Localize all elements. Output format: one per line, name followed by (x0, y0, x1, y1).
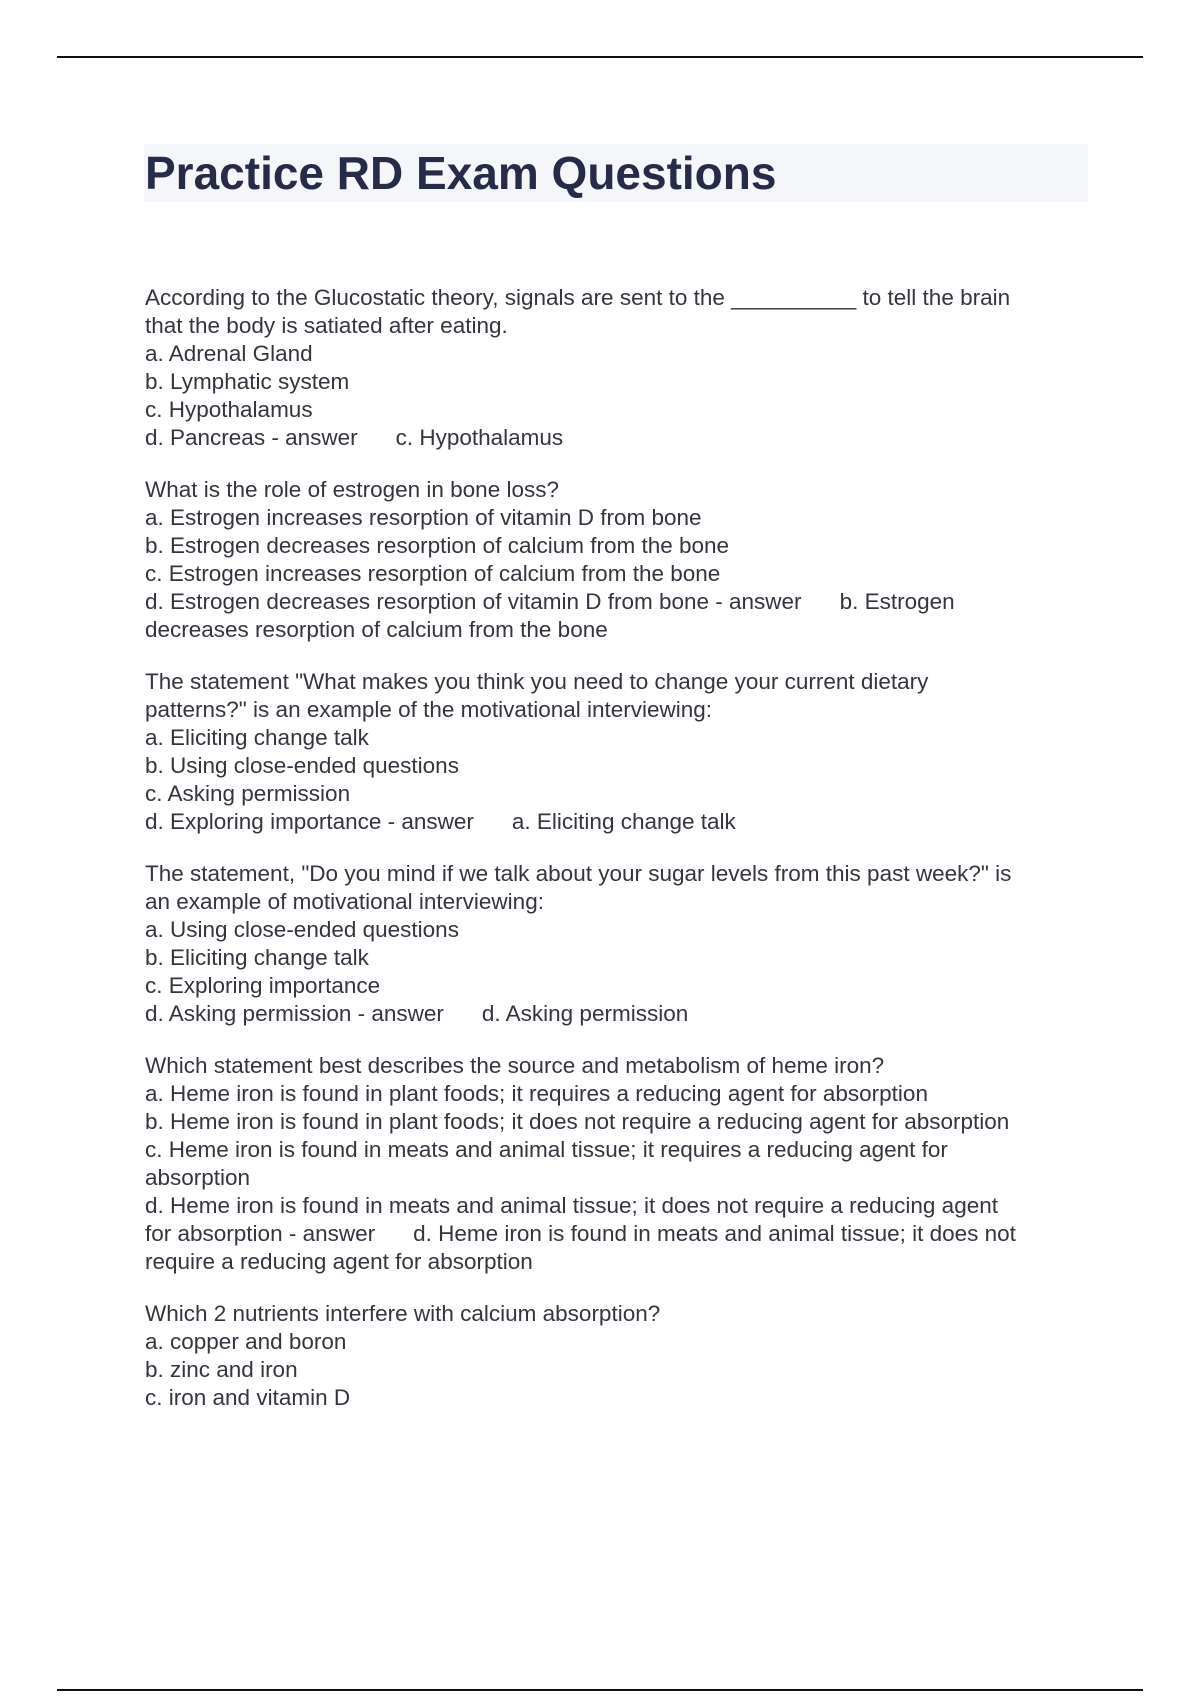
answer-option: b. zinc and iron (145, 1357, 298, 1382)
question-text: Which 2 nutrients interfere with calcium absorption? (145, 1301, 661, 1326)
answer-option: b. Heme iron is found in plant foods; it does not require a reducing agent for absorption (145, 1109, 1010, 1134)
answer-line (145, 424, 1090, 452)
correct-answer: c. Hypothalamus (395, 425, 564, 450)
answer-option: c. Asking permission (145, 781, 351, 806)
question-text: an example of motivational interviewing: (145, 889, 544, 914)
answer-option: absorption (145, 1165, 251, 1190)
answer-option: a. Estrogen increases resorption of vitamin D from bone (145, 505, 702, 530)
question-block (145, 1052, 1090, 1276)
answer-option: for absorption - answer (145, 1221, 376, 1246)
answer-option: b. Lymphatic system (145, 369, 350, 394)
question-text: What is the role of estrogen in bone loss? (145, 477, 559, 502)
question-text: The statement, "Do you mind if we talk about your sugar levels from this past week?" is (145, 861, 1012, 886)
answer-line (145, 808, 1090, 836)
answer-line (145, 1220, 1090, 1248)
correct-answer: d. Heme iron is found in meats and animal tissue; it does not (413, 1221, 1016, 1246)
question-block (145, 1300, 1090, 1412)
question-text: Which statement best describes the source and metabolism of heme iron? (145, 1053, 885, 1078)
bottom-rule (57, 1689, 1143, 1691)
answer-option: a. Heme iron is found in plant foods; it requires a reducing agent for absorption (145, 1081, 928, 1106)
correct-answer: b. Estrogen (839, 589, 955, 614)
answer-option: c. Heme iron is found in meats and animal tissue; it requires a reducing agent for (145, 1137, 948, 1162)
question-block (145, 284, 1090, 452)
question-text: that the body is satiated after eating. (145, 313, 508, 338)
answer-option: d. Pancreas - answer (145, 425, 358, 450)
question-block (145, 476, 1090, 644)
answer-option: a. copper and boron (145, 1329, 347, 1354)
answer-line (145, 1000, 1090, 1028)
question-text: The statement "What makes you think you need to change your current dietary (145, 669, 929, 694)
answer-option: a. Adrenal Gland (145, 341, 313, 366)
answer-option: d. Heme iron is found in meats and animal tissue; it does not require a reducing agent (145, 1193, 998, 1218)
answer-option: a. Eliciting change talk (145, 725, 369, 750)
question-block (145, 860, 1090, 1028)
correct-answer-continued: require a reducing agent for absorption (145, 1249, 533, 1274)
correct-answer: d. Asking permission (481, 1001, 689, 1026)
answer-option: c. Exploring importance (145, 973, 381, 998)
answer-option: a. Using close-ended questions (145, 917, 459, 942)
question-list (145, 284, 1090, 1436)
answer-line (145, 588, 1090, 616)
correct-answer-continued: decreases resorption of calcium from the bone (145, 617, 608, 642)
answer-option: d. Asking permission - answer (145, 1001, 444, 1026)
answer-option: b. Estrogen decreases resorption of calcium from the bone (145, 533, 730, 558)
page-title: Practice RD Exam Questions (145, 147, 777, 199)
answer-option: c. Hypothalamus (145, 397, 313, 422)
question-block (145, 668, 1090, 836)
answer-option: b. Using close-ended questions (145, 753, 459, 778)
answer-option: b. Eliciting change talk (145, 945, 369, 970)
answer-option: d. Estrogen decreases resorption of vitamin D from bone - answer (145, 589, 802, 614)
answer-option: d. Exploring importance - answer (145, 809, 474, 834)
question-text: patterns?" is an example of the motivational interviewing: (145, 697, 713, 722)
answer-option: c. iron and vitamin D (145, 1385, 351, 1410)
answer-option: c. Estrogen increases resorption of calcium from the bone (145, 561, 721, 586)
correct-answer: a. Eliciting change talk (511, 809, 736, 834)
question-text: According to the Glucostatic theory, signals are sent to the __________ to tell the brain (145, 285, 1011, 310)
top-rule (57, 56, 1143, 58)
